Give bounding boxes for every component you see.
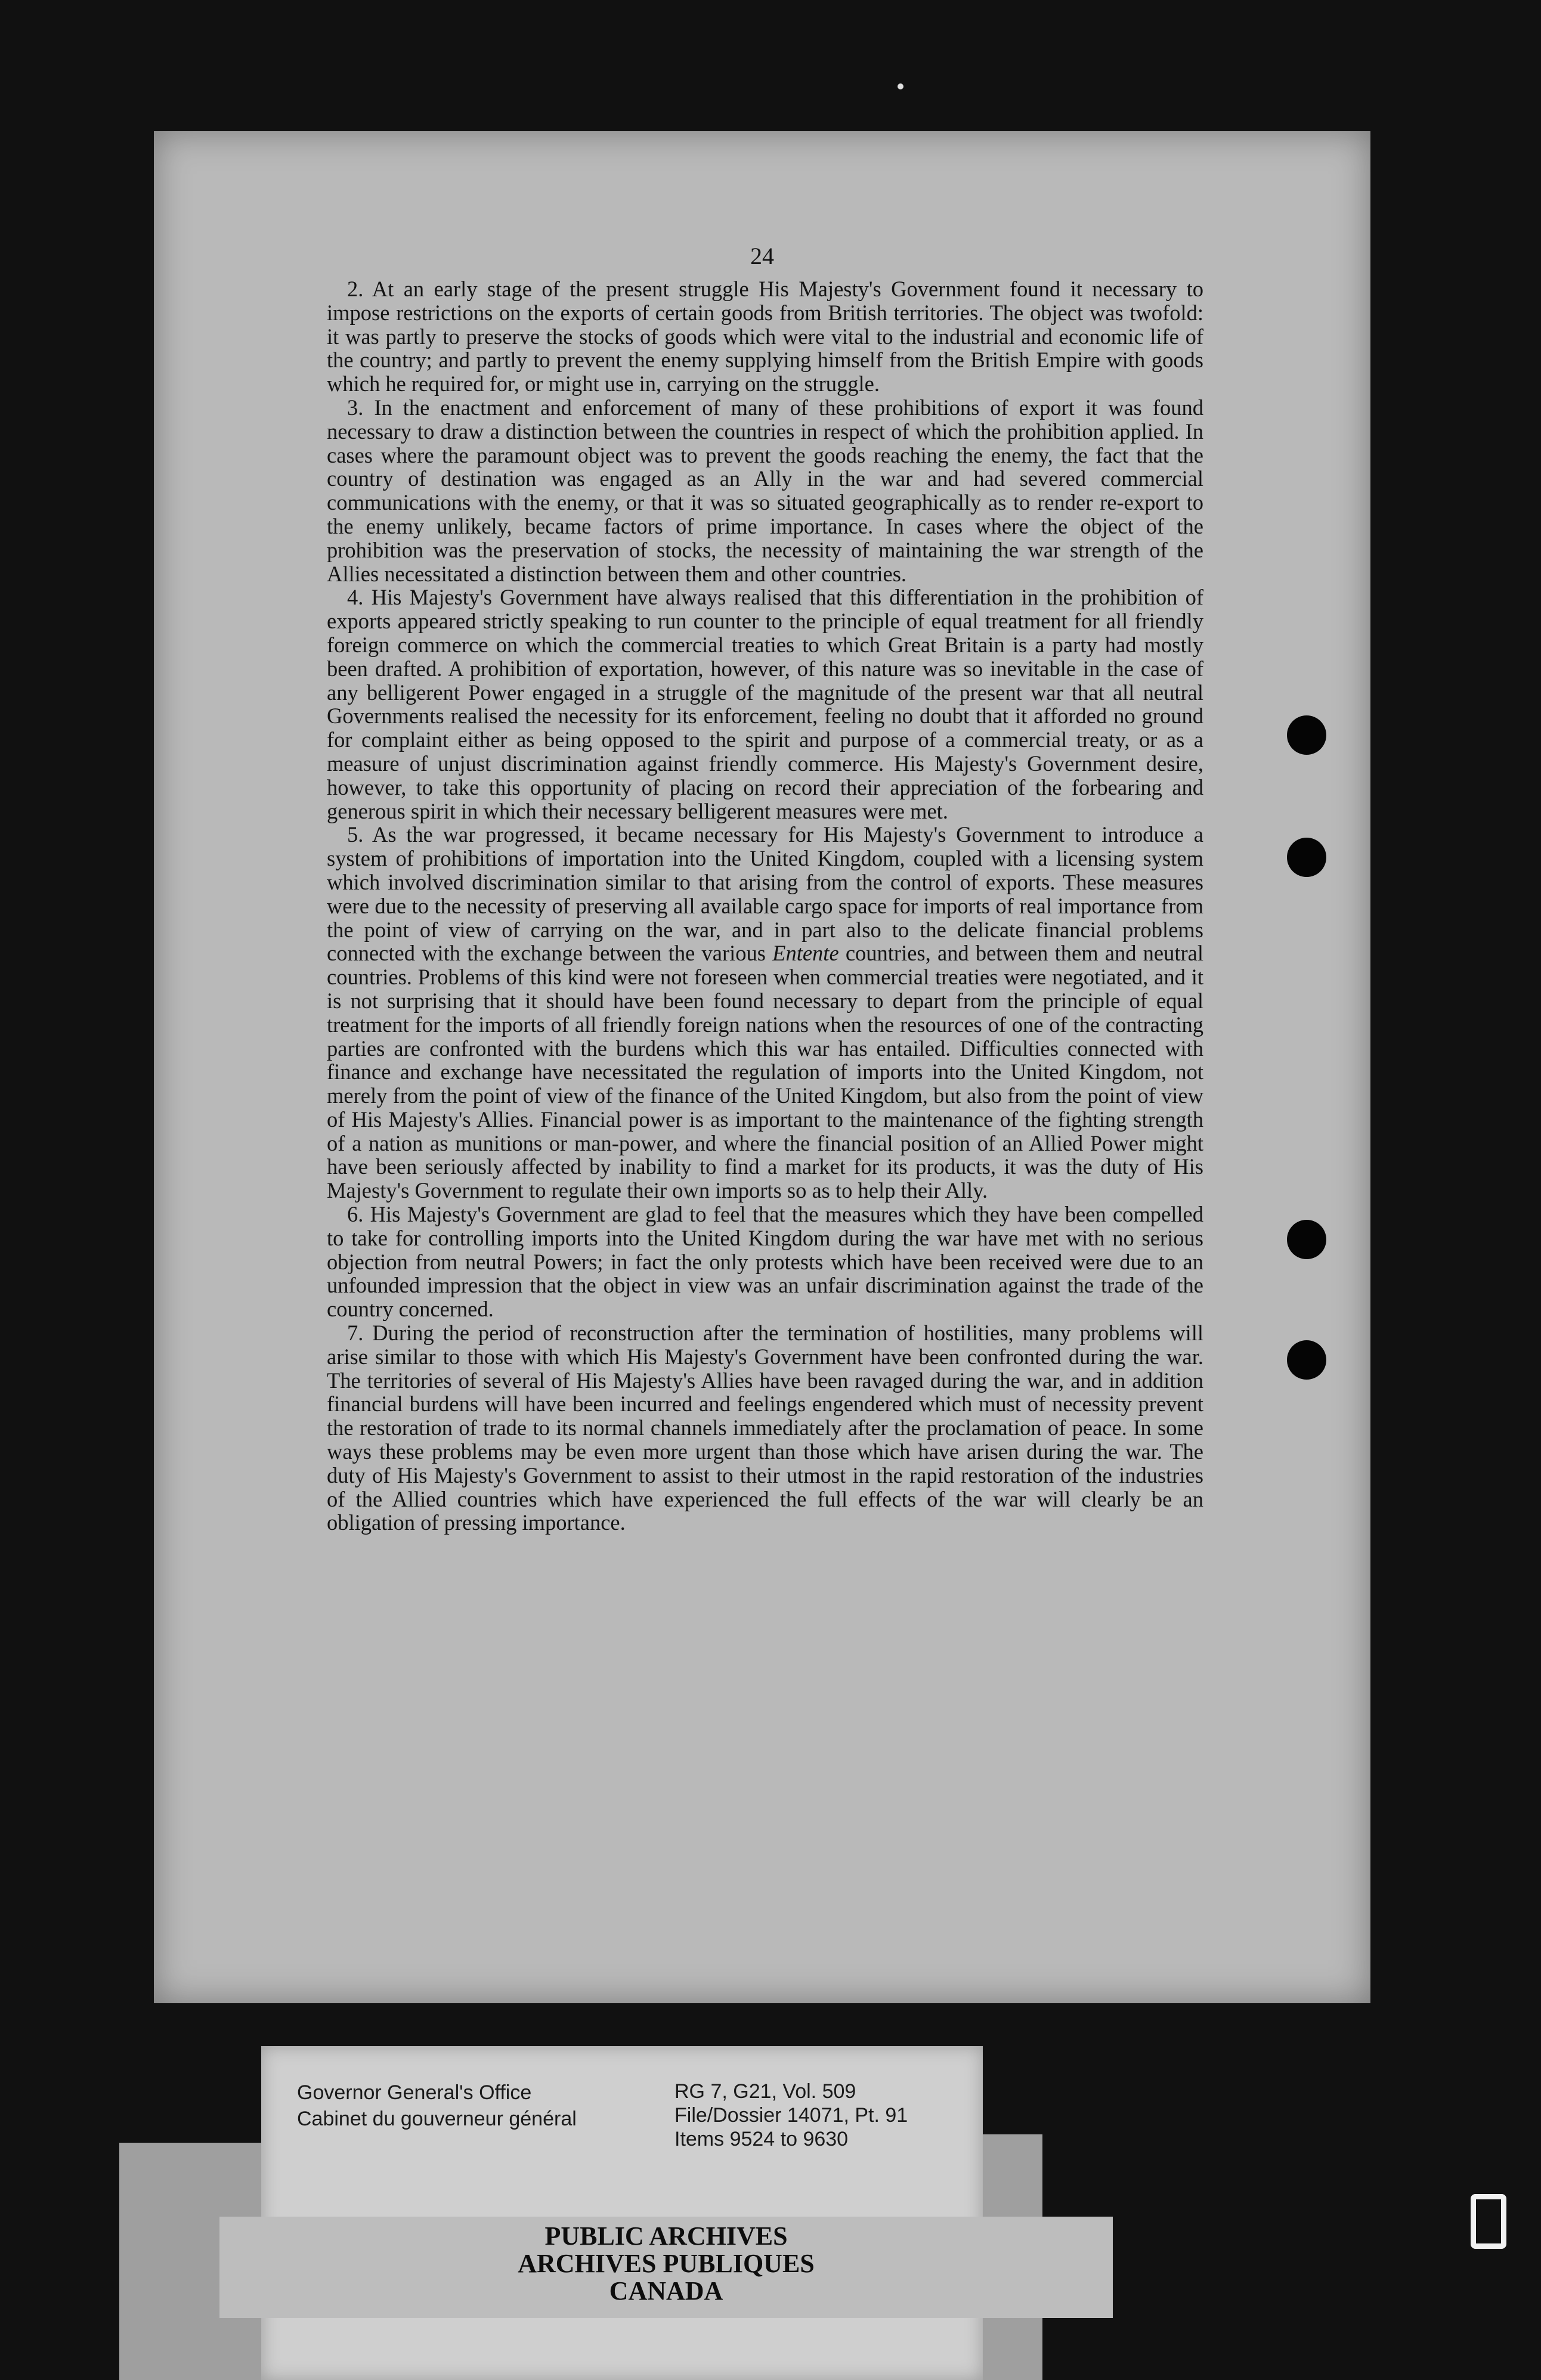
- body-text: [327, 277, 1203, 1535]
- office-en: Governor General's Office: [297, 2081, 532, 2104]
- paragraph-7: 7. During the period of reconstruction after the termination of hostilities, many problems will arise similar to those with which His Majesty's Government have been confronted during the war. The territories of several of His Majesty's Allies have been ravaged during the war, and in addition financial burdens will have been incurred and feelings engendered which must of necessity prevent the restoration of trade to its normal channels immediately after the proclamation of peace. In some ways these problems may be even more urgent than those which have arisen during the war. The duty of His Majesty's Government to assist to their utmost in the rapid restoration of the industries of the Allied countries which have experienced the full effects of the war will clearly be an obligation of pressing importance.: [327, 1321, 1203, 1535]
- item-range: Items 9524 to 9630: [674, 2128, 849, 2150]
- punch-hole: [1287, 1220, 1326, 1259]
- paragraph-3: 3. In the enactment and enforcement of many of these prohibitions of export it was found necessary to draw a distinction between the countries in respect of which the prohibition applied. In cases where the paramount object was to prevent the goods reaching the enemy, the fact that the country of destination was engaged as an Ally in the war and had severed commercial communications with the enemy, or that it was so situated geographically as to render re-export to the enemy unlikely, became factors of prime importance. In cases where the object of the prohibition was the preservation of stocks, the necessity of maintaining the war strength of the Allies necessitated a distinction between them and other countries.: [327, 395, 1203, 586]
- paragraph-6: 6. His Majesty's Government are glad to feel that the measures which they have been compelled to take for controlling imports into the United Kingdom during the war have met with no serious objection from neutral Powers; in fact the only protests which have been received were due to an unfounded impression that the object in view was an unfair discrimination against the trade of the country concerned.: [327, 1202, 1203, 1322]
- archives-stamp: [219, 2223, 1113, 2305]
- archive-label-card: [261, 2046, 983, 2380]
- office-names: [297, 2080, 577, 2132]
- frame-number-mark: [1471, 2194, 1506, 2249]
- punch-hole: [1287, 838, 1326, 877]
- reference-block: [674, 2080, 908, 2151]
- stamp-line-2: ARCHIVES PUBLIQUES: [518, 2249, 815, 2278]
- document-page: [154, 131, 1370, 2003]
- archives-band: [219, 2217, 1113, 2318]
- punch-hole: [1287, 1340, 1326, 1380]
- office-fr: Cabinet du gouverneur général: [297, 2108, 577, 2130]
- file-dossier: File/Dossier 14071, Pt. 91: [674, 2104, 908, 2127]
- punch-hole: [1287, 715, 1326, 755]
- paragraph-5: 5. As the war progressed, it became necessary for His Majesty's Government to introduce a system of prohibitions of importation into the United Kingdom, coupled with a licensing system which involved discrimination similar to that arising from the control of exports. These measures were due to the necessity of preserving all available cargo space for imports of real importance from the point of view of carrying on the war, and in part also to the delicate financial problems connected with the exchange between the various Entente countries, and between them and neutral countries. Problems of this kind were not foreseen when commercial treaties were negotiated, and it is not surprising that it should have been found necessary to depart from the principle of equal treatment for the imports of all friendly foreign nations when the resources of one of the contracting parties are confronted with the burdens which this war has entailed. Difficulties connected with finance and exchange have necessitated the regulation of imports into the United Kingdom, not merely from the point of view of the finance of the United Kingdom, but also from the point of view of His Majesty's Allies. Financial power is as important to the maintenance of the fighting strength of a nation as munitions or man-power, and where the financial position of an Allied Power might have been seriously affected by inability to find a market for its products, it was the duty of His Majesty's Government to regulate their own imports so as to help their Ally.: [327, 822, 1203, 1203]
- stamp-line-1: PUBLIC ARCHIVES: [544, 2221, 788, 2251]
- paragraph-2: 2. At an early stage of the present struggle His Majesty's Government found it necessary to impose restrictions on the exports of certain goods from British territories. The object was twofold: it was partly to preserve the stocks of goods which were vital to the industrial and economic life of the country; and partly to prevent the enemy supplying himself from the British Empire with goods which he required for, or might use in, carrying on the struggle.: [327, 277, 1203, 396]
- speck: [898, 83, 903, 89]
- record-group: RG 7, G21, Vol. 509: [674, 2080, 856, 2103]
- page-number: 24: [750, 243, 774, 269]
- stamp-line-3: CANADA: [609, 2276, 723, 2305]
- paragraph-4: 4. His Majesty's Government have always realised that this differentiation in the prohibition of exports appeared strictly speaking to run counter to the principle of equal treatment for all friendly foreign commerce on which the commercial treaties to which Great Britain is a party had mostly been drafted. A prohibition of exportation, however, of this nature was so inevitable in the case of any belligerent Power engaged in a struggle of the magnitude of the present war that all neutral Governments realised the necessity for its enforcement, feeling no doubt that it afforded no ground for complaint either as being opposed to the spirit and purpose of a commercial treaty, or as a measure of unjust discrimination against friendly commerce. His Majesty's Government desire, however, to take this opportunity of placing on record their appreciation of the forbearing and generous spirit in which their necessary belligerent measures were met.: [327, 585, 1203, 823]
